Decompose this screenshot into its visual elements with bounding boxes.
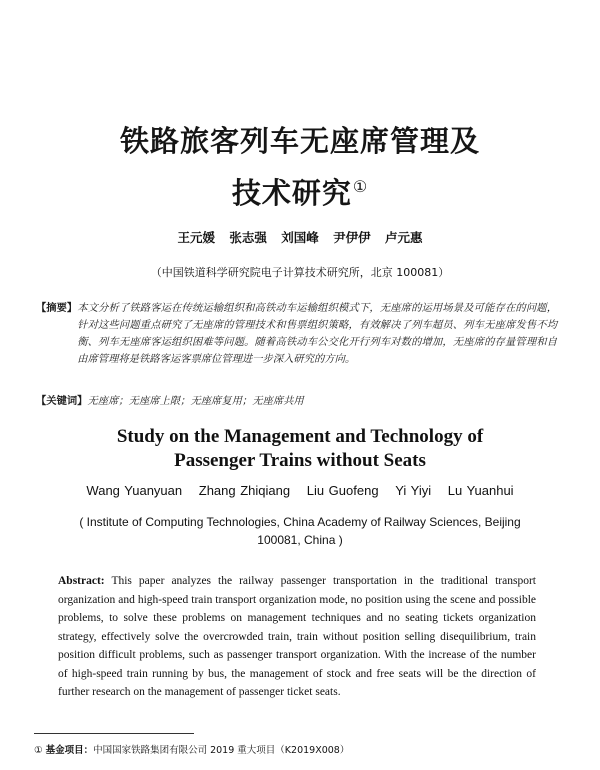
chinese-author-list	[0, 228, 600, 246]
chinese-abstract-label: 【摘要】	[36, 302, 78, 314]
footnote	[34, 742, 349, 756]
english-author: Wang Yuanyuan	[86, 483, 183, 498]
chinese-author: 王元媛	[177, 230, 215, 245]
footnote-label: 基金项目：	[45, 745, 94, 756]
english-abstract-text: This paper analyzes the railway passenger transportation in the traditional transport organization and high-speed train transport organization mode, no position using the scene and possible problems, to solve these problems on management techniques and no seating tickets organization strategy, effectively solve the overcrowded train, train without position selling disequilibrium, train position difficult problems, such as passenger transport organization. With the increase of the number of high-speed train running by bus, the management of stock and free seats will be the direction of further research on the management of passenger ticket seats.	[58, 575, 536, 698]
english-affiliation: ( Institute of Computing Technologies, China Academy of Railway Sciences, Beijing 100081, China )	[79, 515, 521, 547]
chinese-title-line-1: 铁路旅客列车无座席管理及	[119, 124, 480, 158]
chinese-author: 刘国峰	[281, 230, 319, 245]
english-author: Lu Yuanhui	[447, 483, 514, 498]
chinese-author: 卢元惠	[384, 230, 423, 245]
english-abstract	[58, 572, 536, 702]
english-author: Zhang Zhiqiang	[198, 483, 291, 498]
chinese-abstract	[36, 300, 557, 368]
chinese-affiliation: （中国铁道科学研究院电子计算技术研究所，北京 100081）	[150, 266, 450, 279]
footnote-text: 中国国家铁路集团有限公司 2019 重大项目（K2019X008）	[93, 745, 350, 756]
english-author: Liu Guofeng	[306, 483, 379, 498]
chinese-author: 张志强	[229, 230, 267, 245]
footnote-marker: ①	[352, 177, 369, 197]
english-title-line-1: Study on the Management and Technology of	[116, 426, 484, 447]
footnote-divider	[34, 733, 194, 734]
footnote-mark: ①	[34, 745, 43, 756]
chinese-title-line-2-text: 技术研究	[231, 176, 352, 210]
english-title-line-2: Passenger Trains without Seats	[174, 450, 426, 471]
chinese-author: 尹伊伊	[333, 230, 371, 245]
chinese-keywords-text: 无座席；无座席上限；无座席复用；无座席共用	[87, 395, 304, 407]
chinese-keywords-label: 【关键词】	[36, 395, 88, 407]
chinese-abstract-text: 本文分析了铁路客运在传统运输组织和高铁动车运输组织模式下，无座席的运用场景及可能存在的问题，针对这些问题重点研究了无座席的管理技术和售票组织策略，有效解决了列车超员、列车无座席发售不均衡、列车无座席客运组织困难等问题。随着高铁动车公交化开行列车对数的增加，无座席的存量管理和自由席管理将是铁路客运客票席位管理进一步深入研究的方向。	[77, 302, 557, 365]
english-author-list	[0, 483, 600, 498]
chinese-title-line-2	[40, 171, 560, 212]
english-author: Yi Yiyi	[395, 483, 432, 498]
chinese-keywords	[36, 392, 557, 407]
english-abstract-label: Abstract:	[58, 575, 105, 587]
